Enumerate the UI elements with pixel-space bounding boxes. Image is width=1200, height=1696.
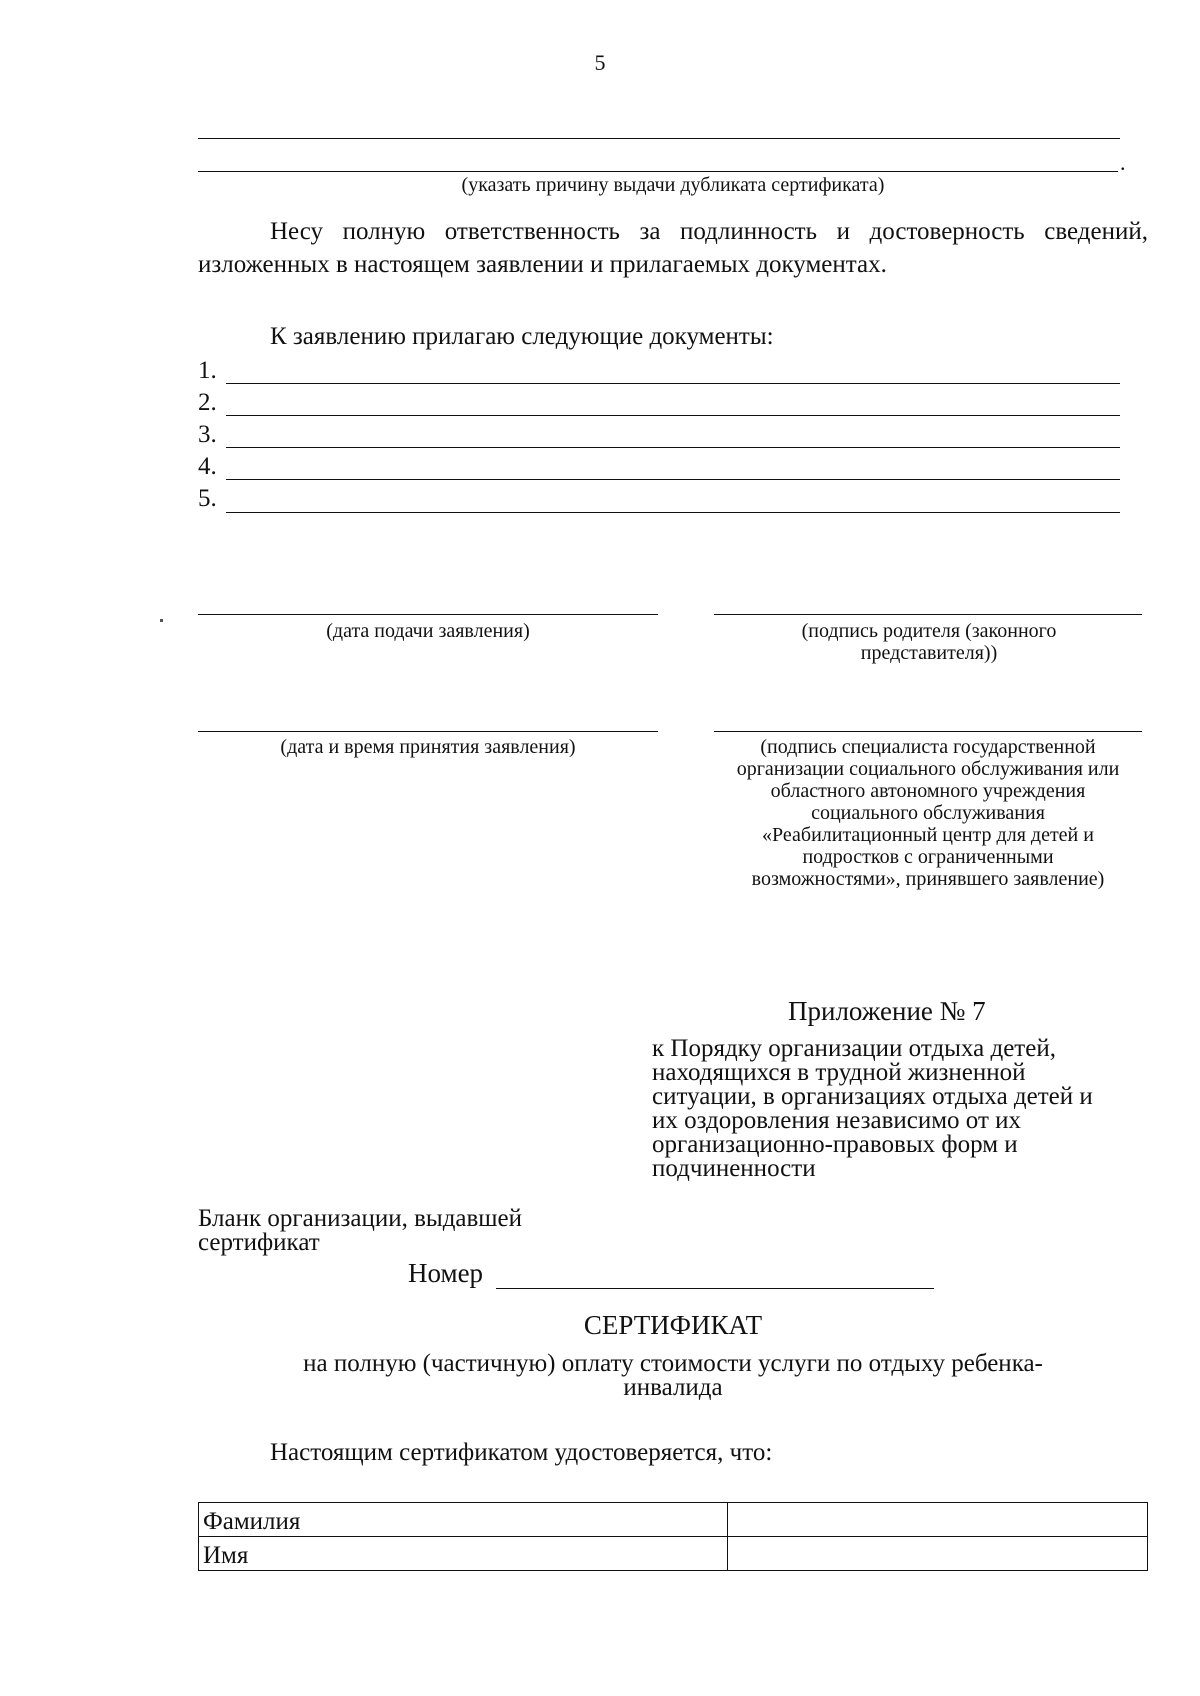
certificate-title: СЕРТИФИКАТ — [583, 1310, 763, 1340]
certificate-attests: Настоящим сертификатом удостоверяется, что: — [270, 1439, 773, 1466]
name-value-field[interactable] — [728, 1537, 1148, 1571]
date-submission-caption: (дата подачи заявления) — [326, 620, 530, 642]
responsibility-paragraph: Несу полную ответственность за подлинность и достоверность сведений, изложенных в настоящем заявлении и прилагаемых документах. — [198, 218, 1148, 278]
number-label: Номер — [408, 1258, 484, 1288]
number-field-line[interactable] — [496, 1288, 934, 1289]
page-number: 5 — [594, 50, 606, 75]
specialist-signature-line[interactable] — [714, 731, 1142, 732]
attachment-number-3: 3. — [198, 421, 217, 448]
parent-signature-line[interactable] — [714, 614, 1142, 615]
attachment-number-2: 2. — [198, 389, 217, 416]
attachments-intro: К заявлению прилагаю следующие документы: — [270, 323, 774, 350]
parent-signature-caption: (подпись родителя (законного представителя)) — [801, 620, 1057, 664]
table-row — [199, 1537, 1148, 1571]
table-row — [199, 1503, 1148, 1537]
certificate-subtitle: на полную (частичную) оплату стоимости услуги по отдыху ребенка-инвалида — [303, 1350, 1043, 1401]
attachment-line-3[interactable] — [226, 447, 1120, 448]
attachment-line-5[interactable] — [226, 512, 1120, 513]
organization-blank-label: Бланк организации, выдавшей сертификат — [198, 1205, 523, 1256]
reason-line-period: . — [1120, 150, 1126, 175]
attachment-line-2[interactable] — [226, 415, 1120, 416]
reason-line-1[interactable] — [198, 138, 1120, 139]
date-time-accepted-caption: (дата и время принятия заявления) — [280, 736, 576, 758]
scan-mark — [160, 619, 163, 622]
appendix-title: Приложение № 7 — [788, 996, 986, 1026]
attachment-number-5: 5. — [198, 485, 217, 512]
date-time-accepted-line[interactable] — [198, 731, 658, 732]
reason-line-2[interactable] — [198, 171, 1118, 172]
attachment-number-1: 1. — [198, 357, 217, 384]
attachment-number-4: 4. — [198, 453, 217, 480]
attachment-line-4[interactable] — [226, 479, 1120, 480]
surname-label: Фамилия — [199, 1503, 728, 1537]
appendix-text: к Порядку организации отдыха детей, находящихся в трудной жизненной ситуации, в организациях отдыха детей и их оздоровления независимо от их организационно-правовых форм и подчиненности — [652, 1035, 1093, 1182]
certificate-table — [198, 1502, 1148, 1571]
name-label: Имя — [199, 1537, 728, 1571]
surname-value-field[interactable] — [728, 1503, 1148, 1537]
date-submission-line[interactable] — [198, 614, 658, 615]
reason-caption: (указать причину выдачи дубликата сертификата) — [461, 174, 885, 196]
specialist-signature-caption: (подпись специалиста государственной организации социального обслуживания или областного автономного учреждения социального обслуживания «Реабилитационный центр для детей и подростков с ограниченными возможностями», принявшего заявление) — [736, 736, 1120, 890]
attachment-line-1[interactable] — [226, 383, 1120, 384]
